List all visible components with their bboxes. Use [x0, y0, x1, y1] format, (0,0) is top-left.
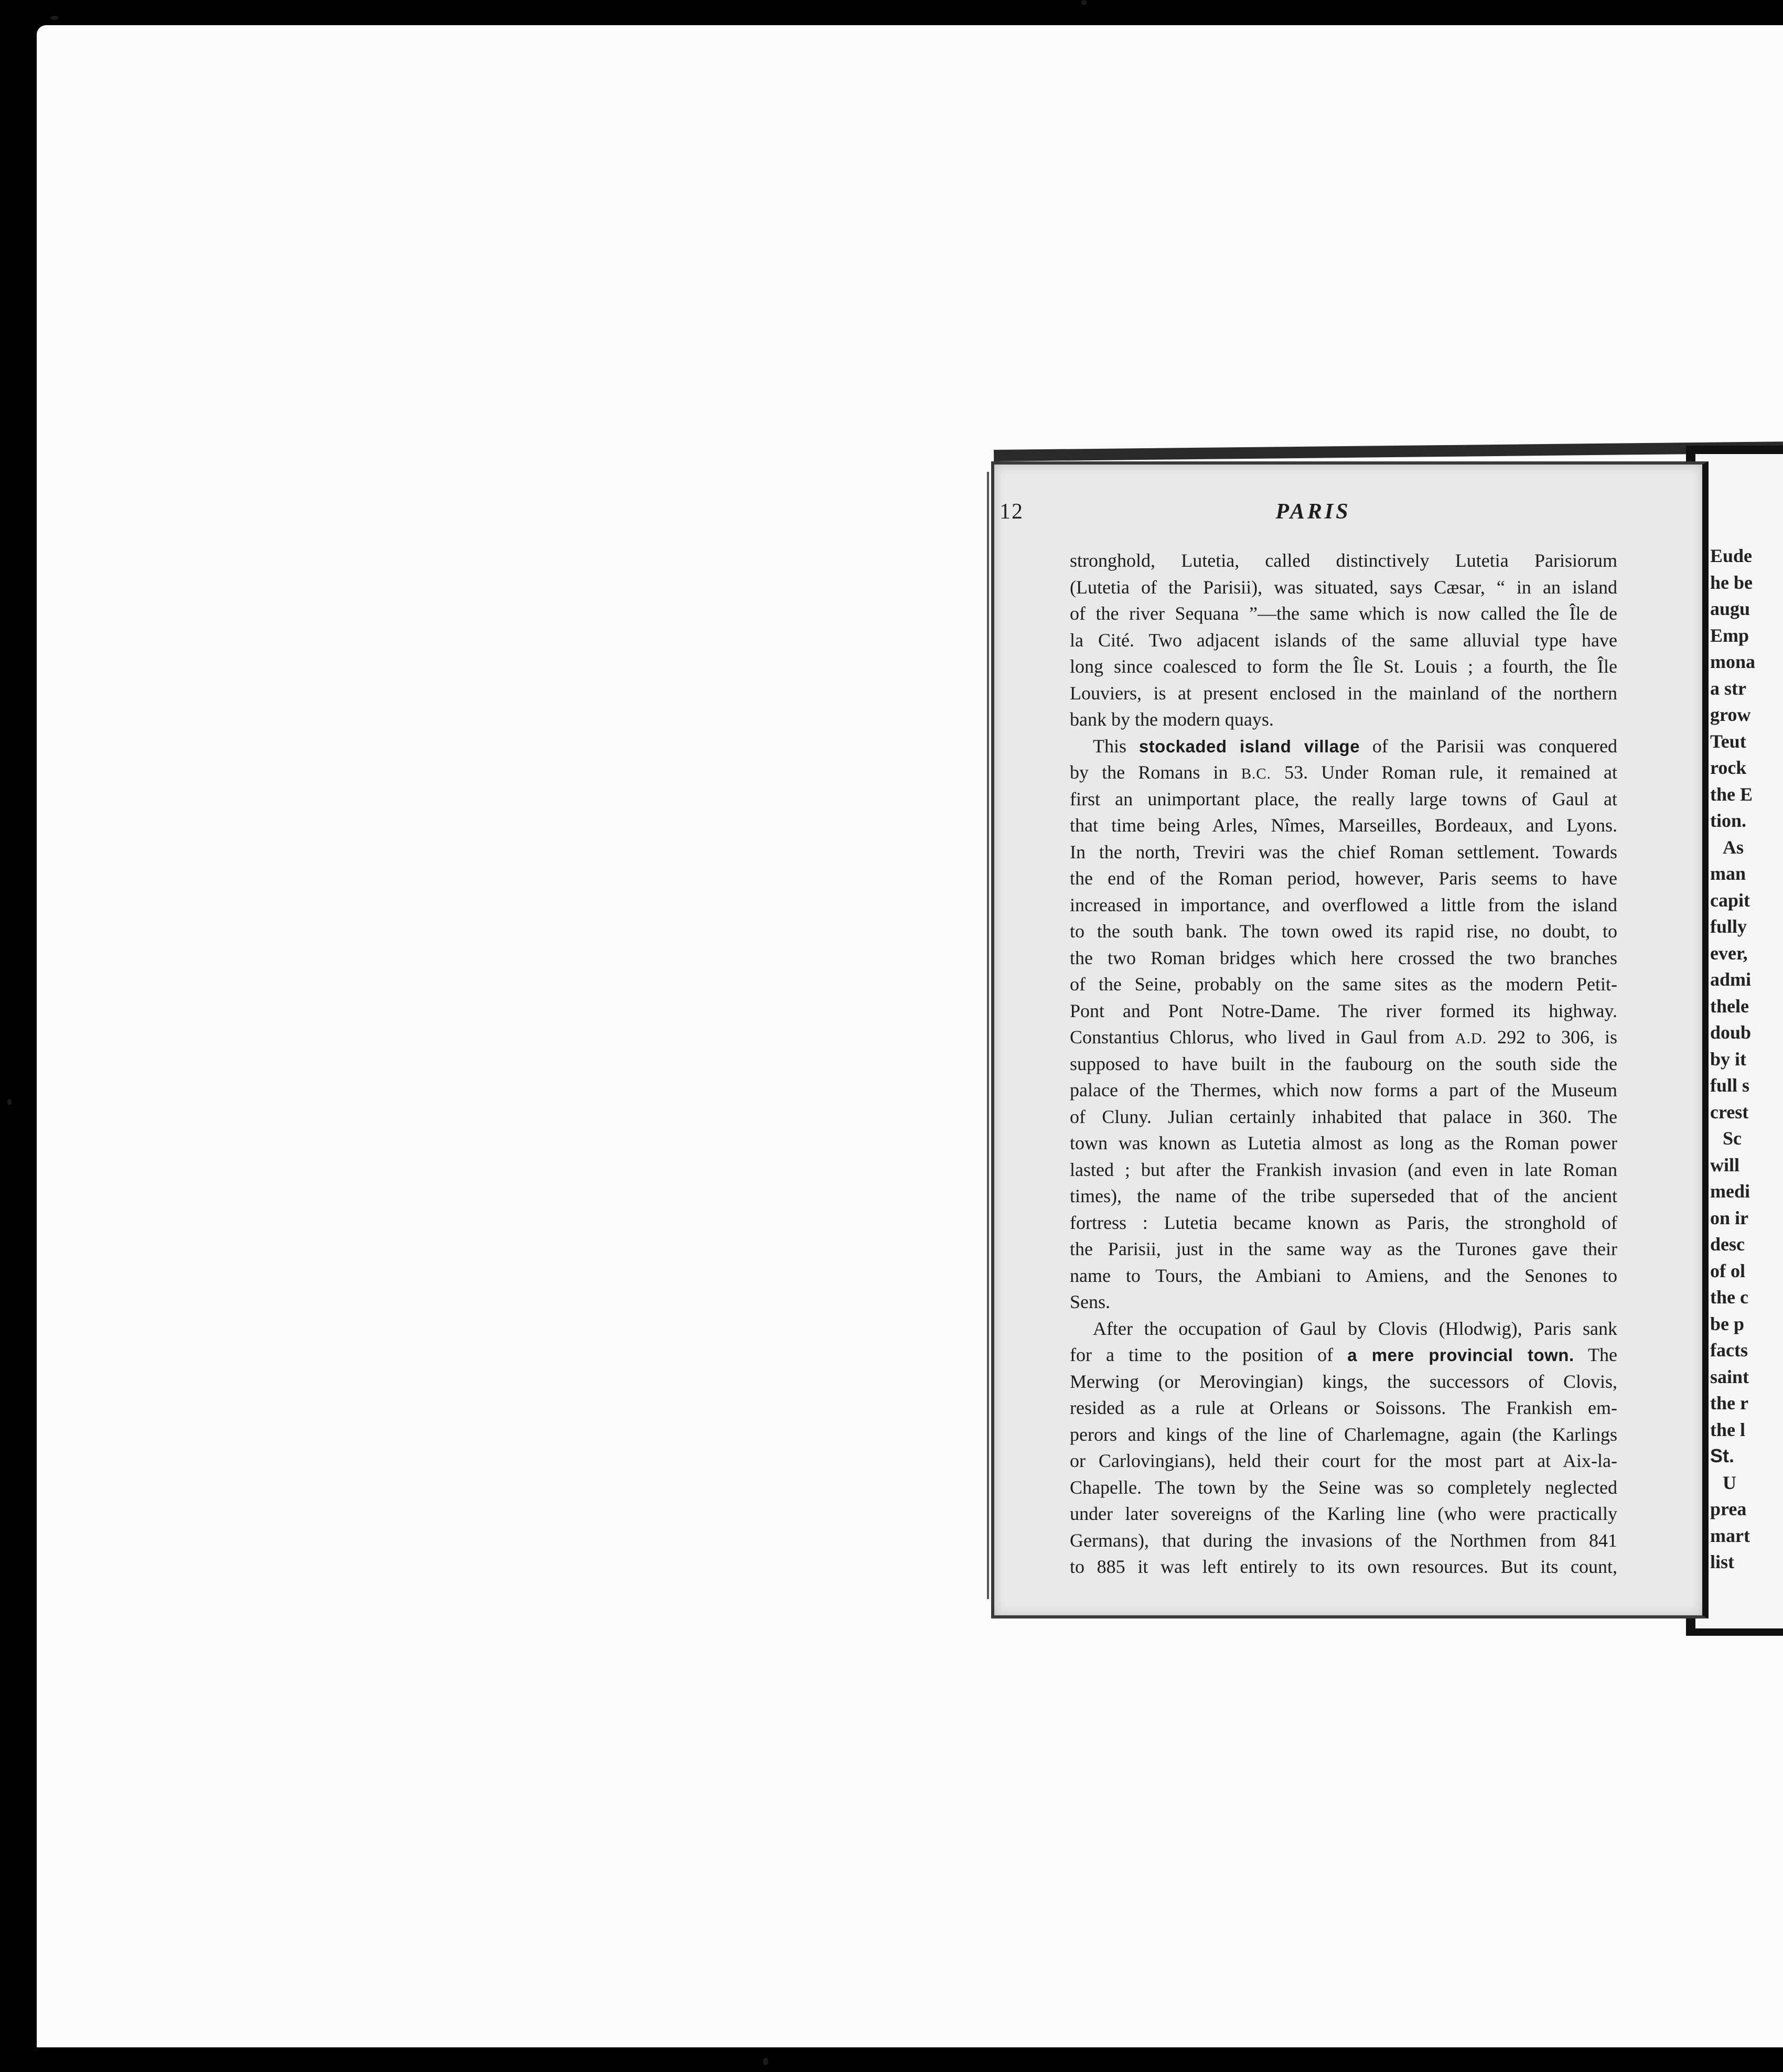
emphasis-text: a mere provincial town. [1347, 1345, 1574, 1365]
text-segment: for a time to the position of [1070, 1344, 1348, 1365]
text-segment: After the occupation of Gaul by Clovis (Hlodwig), Paris sank [1093, 1318, 1617, 1339]
text-segment: In the north, Treviri was the chief Roman settlement. Towards [1070, 841, 1617, 862]
text-segment: palace of the Thermes, which now forms a part of the Museum [1070, 1080, 1617, 1100]
text-line [1070, 1262, 1617, 1289]
page-body-text [1070, 547, 1617, 1580]
text-line [1070, 786, 1617, 813]
text-segment: name to Tours, the Ambiani to Amiens, and the Senones to [1070, 1265, 1617, 1286]
text-segment: (Lutetia of the Parisii), was situated, says Cæsar, “ in an island [1070, 576, 1617, 598]
facing-page-fragment: Sc [1723, 1128, 1742, 1149]
facing-page-fragment: desc [1710, 1234, 1745, 1255]
text-line [1070, 547, 1617, 574]
era-abbreviation: B.C. [1241, 765, 1271, 782]
text-line [1070, 574, 1617, 601]
text-line [1070, 706, 1617, 733]
facing-page-fragment: doub [1710, 1022, 1752, 1043]
text-line [1070, 1210, 1617, 1236]
text-segment: of the Parisii was conquered [1360, 735, 1617, 757]
text-segment: long since coalesced to form the Île St. Louis ; a fourth, the Île [1070, 656, 1617, 677]
text-segment: stronghold, Lutetia, called distinctively Lutetia Parisiorum [1070, 550, 1617, 571]
text-line [1070, 1130, 1617, 1157]
emphasis-text: stockaded island village [1138, 736, 1360, 756]
facing-page-fragment: thele [1710, 995, 1749, 1017]
facing-page-fragment: a str [1710, 677, 1746, 699]
page-number: 12 [1000, 500, 1024, 524]
text-segment: the end of the Roman period, however, Paris seems to have [1070, 868, 1617, 889]
text-segment: first an unimportant place, the really large towns of Gaul at [1070, 788, 1617, 810]
facing-page-fragment: of ol [1710, 1260, 1745, 1281]
text-line [1070, 1236, 1617, 1262]
scan-speck [50, 16, 59, 20]
page-edge [987, 472, 989, 1599]
text-line [1070, 1024, 1617, 1051]
facing-page-fragment: will [1710, 1154, 1740, 1175]
facing-page-fragment: Teut [1710, 730, 1746, 752]
facing-page-fragment: U [1723, 1472, 1736, 1493]
facing-page-fragment: medi [1710, 1181, 1750, 1202]
facing-page-fragment: St. [1710, 1445, 1735, 1466]
text-segment: to the south bank. The town owed its rapid rise, no doubt, to [1070, 921, 1617, 942]
scan-speck [7, 1099, 12, 1105]
text-line [1070, 653, 1617, 680]
text-segment: lasted ; but after the Frankish invasion (and even in late Roman [1070, 1159, 1617, 1180]
era-abbreviation: A.D. [1455, 1030, 1487, 1047]
running-head [1000, 499, 1627, 526]
text-segment: increased in importance, and overflowed a little from the island [1070, 894, 1617, 915]
text-line [1070, 1395, 1617, 1421]
facing-page-fragment: admi [1710, 969, 1752, 990]
text-segment: to 885 it was left entirely to its own resources. But its count, [1070, 1556, 1617, 1577]
facing-page-fragment: crest [1710, 1101, 1749, 1123]
facing-page-fragment: capit [1710, 889, 1750, 911]
text-segment: the Parisii, just in the same way as the Turones gave their [1070, 1238, 1617, 1259]
text-segment: fortress : Lutetia became known as Paris, the stronghold of [1070, 1212, 1617, 1233]
text-line [1070, 971, 1617, 998]
scan-speck [763, 2058, 768, 2065]
facing-page-fragment: grow [1710, 704, 1751, 725]
text-segment: Pont and Pont Notre-Dame. The river formed its highway. [1070, 1000, 1617, 1021]
facing-page-fragment: mona [1710, 651, 1756, 672]
text-segment: by the Romans in [1070, 762, 1241, 783]
text-segment: Constantius Chlorus, who lived in Gaul from [1070, 1027, 1455, 1048]
text-segment: 292 to 306, is [1487, 1027, 1617, 1048]
text-segment: resided as a rule at Orleans or Soissons. The Frankish em- [1070, 1397, 1617, 1418]
text-segment: supposed to have built in the faubourg on the south side the [1070, 1053, 1617, 1074]
facing-page-fragment: man [1710, 863, 1746, 884]
text-segment: bank by the modern quays. [1070, 709, 1274, 730]
text-segment: perors and kings of the line of Charlemagne, again (the Karlings [1070, 1423, 1617, 1445]
text-segment: The [1574, 1344, 1617, 1365]
text-line [1070, 918, 1617, 945]
text-line [1070, 759, 1617, 786]
text-line [1070, 812, 1617, 839]
text-segment: under later sovereigns of the Karling line (who were practically [1070, 1503, 1617, 1524]
facing-page-fragment: be p [1710, 1313, 1745, 1334]
facing-page-fragment: on ir [1710, 1207, 1749, 1228]
facing-page-fragment: Emp [1710, 624, 1749, 646]
text-line [1070, 998, 1617, 1024]
text-line [1070, 1315, 1617, 1342]
facing-page-fragment: full s [1710, 1075, 1750, 1096]
text-segment: town was known as Lutetia almost as long as the Roman power [1070, 1132, 1617, 1153]
text-segment: or Carlovingians), held their court for the most part at Aix-la- [1070, 1450, 1617, 1471]
text-segment: Merwing (or Merovingian) kings, the successors of Clovis, [1070, 1370, 1617, 1392]
facing-page-fragment: augu [1710, 598, 1750, 619]
text-line [1070, 1289, 1617, 1315]
text-segment: of the river Sequana ”—the same which is now called the Île de [1070, 603, 1617, 624]
text-line [1070, 1077, 1617, 1104]
facing-page-fragment: facts [1710, 1340, 1748, 1361]
text-segment: of Cluny. Julian certainly inhabited that palace in 360. The [1070, 1106, 1617, 1127]
text-line [1070, 892, 1617, 919]
facing-page-fragment: ever, [1710, 942, 1748, 964]
text-line [1070, 1183, 1617, 1210]
facing-page-fragment: by it [1710, 1048, 1747, 1070]
text-line [1070, 1051, 1617, 1077]
text-line [1070, 1553, 1617, 1580]
facing-page-fragment: he be [1710, 571, 1753, 593]
facing-page-fragment: saint [1710, 1366, 1749, 1387]
text-line [1070, 1421, 1617, 1448]
facing-page-fragment: tion. [1710, 810, 1747, 831]
text-line [1070, 839, 1617, 866]
text-line [1070, 1501, 1617, 1527]
facing-page-fragment: prea [1710, 1498, 1747, 1519]
facing-page-fragment: mart [1710, 1525, 1750, 1546]
text-segment: This [1093, 735, 1139, 757]
text-segment: the two Roman bridges which here crossed the two branches [1070, 947, 1617, 968]
text-segment: 53. Under Roman rule, it remained at [1271, 762, 1617, 783]
text-segment: that time being Arles, Nîmes, Marseilles, Bordeaux, and Lyons. [1070, 815, 1617, 836]
text-line [1070, 865, 1617, 892]
text-line [1070, 600, 1617, 627]
facing-page-fragment: As [1723, 836, 1744, 858]
text-segment: of the Seine, probably on the same sites as the modern Petit- [1070, 974, 1617, 995]
text-line [1070, 945, 1617, 972]
facing-page-fragment: the E [1710, 783, 1753, 805]
text-line [1070, 1448, 1617, 1474]
text-line [1070, 680, 1617, 707]
text-line [1070, 1527, 1617, 1554]
text-line [1070, 1104, 1617, 1130]
text-line [1070, 1368, 1617, 1395]
text-segment: Louviers, is at present enclosed in the mainland of the northern [1070, 682, 1617, 704]
text-line [1070, 1342, 1617, 1368]
page-title: PARIS [1275, 500, 1351, 524]
text-line [1070, 1474, 1617, 1501]
text-segment: times), the name of the tribe superseded that of the ancient [1070, 1185, 1617, 1206]
facing-page-fragment: list [1710, 1551, 1735, 1572]
text-segment: Germans), that during the invasions of the Northmen from 841 [1070, 1529, 1617, 1551]
facing-page-fragment: the l [1710, 1419, 1745, 1440]
text-line [1070, 627, 1617, 654]
scan-speck [1081, 0, 1087, 5]
text-line [1070, 733, 1617, 760]
facing-page-fragment: the r [1710, 1393, 1748, 1413]
text-segment: la Cité. Two adjacent islands of the same alluvial type have [1070, 629, 1617, 651]
text-segment: Chapelle. The town by the Seine was so completely neglected [1070, 1476, 1617, 1498]
facing-page-fragment: fully [1710, 916, 1747, 937]
facing-page-fragment: rock [1710, 757, 1747, 778]
facing-page-fragment: the c [1710, 1287, 1748, 1308]
text-line [1070, 1157, 1617, 1183]
text-segment: Sens. [1070, 1291, 1111, 1312]
facing-page-fragment: Eude [1710, 545, 1753, 566]
